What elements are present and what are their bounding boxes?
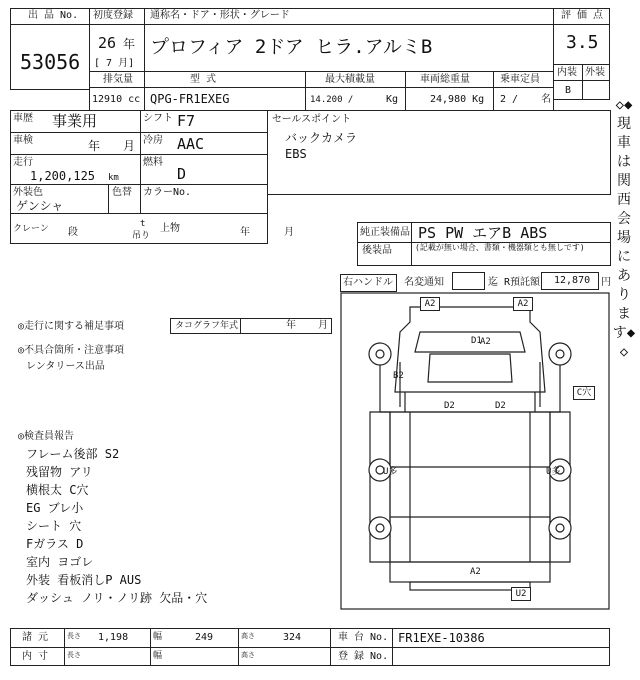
handle-value: 右ハンドル [343,277,393,288]
damage-mark: A2 [480,337,491,347]
score-label: 評 価 点 [561,10,604,21]
interior-label: 内装 [557,67,577,78]
length-label: 長さ [67,632,81,640]
color-value: ゲンシャ [16,199,64,213]
lot-label: 出 品 No. [28,10,79,21]
crane-label: クレーン [13,224,49,234]
inspection-year: 年 [88,139,101,153]
fuel-value: D [177,165,187,183]
capacity-value: 2 / [500,94,519,105]
damage-mark: U2 [511,587,531,601]
inspector-line: 残留物 アリ [26,465,93,479]
weight-value: 24,980 Kg [430,94,485,105]
tacho-year: 年 [286,320,296,331]
sales-point-1: バックカメラ [285,131,358,145]
inspection-month: 月 [123,139,136,153]
model-label: 型 式 [190,74,217,85]
aftermarket-label: 後装品 [362,245,392,256]
damage-mark: U多 [383,467,398,477]
load-value: 14.200 / [310,95,354,105]
inner-label: 内 寸 [22,651,49,662]
damage-mark: B2 [393,371,404,381]
model-value: QPG-FR1EXEG [150,92,230,106]
aftermarket-note: (記載が無い場合、書類・機器類とも無しです) [415,243,585,252]
color-change-label: 色替 [112,187,132,198]
tail-label: 上物 [160,223,180,234]
mileage-unit: km [108,173,119,183]
damage-mark: D2 [495,401,506,411]
damage-mark: C穴 [573,386,595,400]
deposit-unit: 円 [601,277,611,288]
damage-mark: D2 [444,401,455,411]
name-change-box [452,272,485,290]
inspector-line: 外装 看板消しP AUS [26,573,142,587]
sales-points-label: セールスポイント [272,114,352,125]
damage-mark: A2 [420,297,440,311]
damage-mark: A2 [513,297,533,311]
ac-label: 冷房 [143,135,163,146]
height-label: 高さ [241,632,255,640]
reg-year-unit: 年 [123,37,136,51]
score-value: 3.5 [566,32,599,53]
crane-stage: 段 [68,227,78,238]
load-label: 最大積載量 [325,74,375,85]
inspector-line: 横根太 C穴 [26,483,89,497]
damage-mark: D1 [471,336,482,346]
chassis-label: 車 台 No. [338,632,389,643]
shift-label: シフト [143,113,173,124]
displacement-value: 12910 cc [92,94,141,105]
inspection-label: 車検 [13,135,33,146]
equip-value: PS PW エアB ABS [418,224,548,242]
running-title: ◎走行に関する補足事項 [18,321,125,332]
defects-title: ◎不具合箇所・注意事項 [18,345,125,356]
interior-score: B [565,85,572,96]
tail-year: 年 [240,227,250,238]
damage-mark: A2 [470,567,481,577]
deposit-label: 迄 R預託額 [488,277,541,288]
inspector-line: EG ブレ小 [26,501,84,515]
crane-ton: t [140,219,146,229]
inspector-title: ◎検査員報告 [18,431,75,442]
car-name: プロフィア 2ドア ヒラ.アルミB [150,36,433,58]
width-value: 249 [195,632,214,643]
dims-label: 諸 元 [22,632,49,643]
first-reg-label: 初度登録 [93,10,133,21]
weight-label: 車両総重量 [420,74,470,85]
ac-value: AAC [177,135,205,153]
width-label: 幅 [153,632,163,642]
inner-width-label: 幅 [153,651,163,661]
history-value: 事業用 [52,112,98,130]
load-unit: Kg [386,94,399,105]
crane-lift: 吊り [132,231,151,241]
capacity-label: 乗車定員 [500,74,540,85]
reg-year: 26 [98,34,117,52]
history-label: 車歴 [13,113,33,124]
tacho-month: 月 [318,320,328,331]
deposit-value: 12,870 [554,275,591,286]
capacity-unit: 名 [541,94,551,105]
inner-height-label: 高さ [241,651,255,659]
side-note: ◇◆現車は関西会場にあります◆◇ [612,97,636,360]
fuel-label: 燃料 [143,157,163,168]
damage-mark: U多 [546,467,561,477]
inspector-line: 室内 ヨゴレ [26,555,94,569]
sales-point-2: EBS [285,147,307,161]
length-value: 1,198 [98,632,129,643]
tacho-label: タコグラフ年式 [175,321,239,331]
color-label: 外装色 [13,187,43,198]
mileage-value: 1,200,125 [30,169,96,183]
lot-number: 53056 [20,50,81,74]
inspector-line: ダッシュ ノリ・ノリ跡 欠品・穴 [26,591,208,605]
displacement-label: 排気量 [103,74,133,85]
inspector-line: Fガラス D [26,537,84,551]
reg-no-label: 登 録 No. [338,651,389,662]
name-label: 通称名・ドア・形状・グレード [150,10,290,21]
height-value: 324 [283,632,302,643]
tail-month: 月 [284,227,294,238]
inspector-line: フレーム後部 S2 [26,447,120,461]
exterior-label: 外装 [585,67,605,78]
color-no-label: カラーNo. [143,187,192,198]
inner-length-label: 長さ [67,651,81,659]
equip-label: 純正装備品 [360,227,410,238]
mileage-label: 走行 [13,157,33,168]
shift-value: F7 [177,112,196,130]
name-change-label: 名変通知 [404,277,444,288]
defects-value: レンタリース出品 [26,361,105,372]
inspector-line: シート 穴 [26,519,82,533]
reg-month: [ 7 月] [94,58,135,69]
chassis-value: FR1EXE-10386 [398,631,485,645]
